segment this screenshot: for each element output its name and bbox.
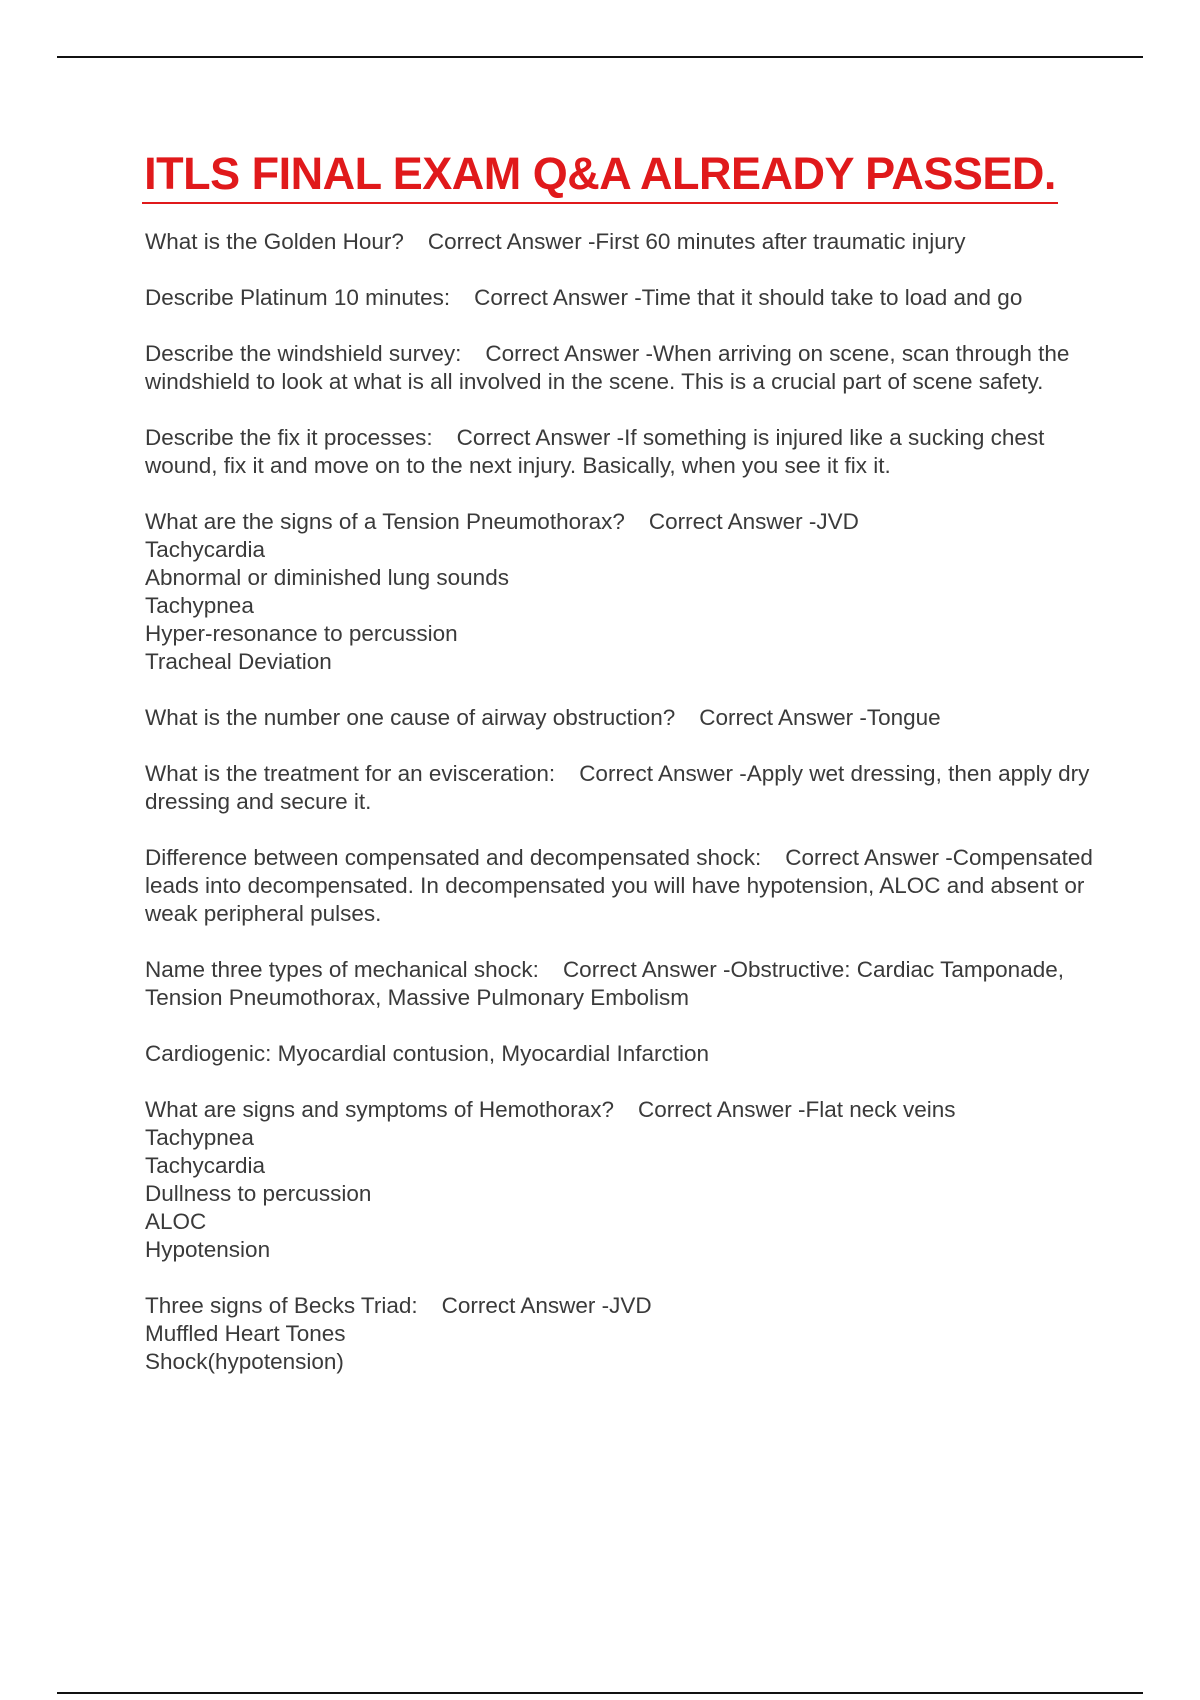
answer-text: Correct Answer -Apply wet dressing, then apply dry dressing and secure it. bbox=[145, 761, 1096, 814]
question-text: Difference between compensated and decompensated shock: bbox=[145, 845, 762, 870]
bottom-rule bbox=[57, 1692, 1143, 1694]
answer-line: Hypotension bbox=[145, 1237, 271, 1262]
answer-line: Tachycardia bbox=[145, 537, 266, 562]
qa-item bbox=[145, 424, 1095, 480]
answer-line: Tracheal Deviation bbox=[145, 649, 332, 674]
question-text: What is the Golden Hour? bbox=[145, 229, 404, 254]
question-answer-line bbox=[145, 340, 1095, 396]
answer-line: Cardiogenic: Myocardial contusion, Myocardial Infarction bbox=[145, 1041, 710, 1066]
answer-text: Correct Answer -Time that it should take to load and go bbox=[474, 285, 1023, 310]
qa-item bbox=[145, 284, 1095, 312]
answer-line: Hyper-resonance to percussion bbox=[145, 621, 458, 646]
qa-item bbox=[145, 844, 1100, 928]
qa-item bbox=[145, 1040, 1095, 1068]
qa-item bbox=[145, 340, 1095, 396]
answer-text: Correct Answer -When arriving on scene, scan through the windshield to look at what is all involved in the scene. This is a crucial part of scene safety. bbox=[145, 341, 1076, 394]
question-text: What are signs and symptoms of Hemothorax? bbox=[145, 1097, 614, 1122]
question-answer-line bbox=[145, 704, 1095, 732]
answer-line: ALOC bbox=[145, 1209, 207, 1234]
answer-line: Tachypnea bbox=[145, 1125, 254, 1150]
question-text: Three signs of Becks Triad: bbox=[145, 1293, 418, 1318]
qa-item bbox=[145, 508, 1095, 676]
question-text: What are the signs of a Tension Pneumothorax? bbox=[145, 509, 625, 534]
question-answer-line bbox=[145, 424, 1095, 480]
question-text: What is the number one cause of airway obstruction? bbox=[145, 705, 676, 730]
top-rule bbox=[57, 56, 1143, 58]
qa-item bbox=[145, 956, 1095, 1012]
question-answer-line bbox=[145, 1292, 1095, 1320]
qa-item bbox=[145, 760, 1095, 816]
qa-item bbox=[145, 1096, 1095, 1264]
question-text: What is the treatment for an evisceration: bbox=[145, 761, 556, 786]
answer-text: Correct Answer -Tongue bbox=[699, 705, 941, 730]
answer-text: Correct Answer -JVD bbox=[441, 1293, 652, 1318]
question-text: Describe the fix it processes: bbox=[145, 425, 433, 450]
question-answer-line bbox=[145, 956, 1095, 1012]
answer-text: Correct Answer -If something is injured like a sucking chest wound, fix it and move on to the next injury. Basically, when you see it fix it. bbox=[145, 425, 1051, 478]
document-title: ITLS FINAL EXAM Q&A ALREADY PASSED. bbox=[142, 148, 1058, 204]
answer-line: Abnormal or diminished lung sounds bbox=[145, 565, 509, 590]
qa-list bbox=[145, 228, 1100, 1404]
document-title-wrap bbox=[0, 148, 1200, 204]
question-answer-line bbox=[145, 228, 1095, 256]
question-text: Describe the windshield survey: bbox=[145, 341, 462, 366]
answer-line: Muffled Heart Tones bbox=[145, 1321, 346, 1346]
answer-text: Correct Answer -Obstructive: Cardiac Tamponade, Tension Pneumothorax, Massive Pulmonary Embolism bbox=[145, 957, 1070, 1010]
question-answer-line bbox=[145, 508, 1095, 536]
qa-item bbox=[145, 1292, 1095, 1376]
question-answer-line bbox=[145, 1096, 1095, 1124]
answer-line: Shock(hypotension) bbox=[145, 1349, 344, 1374]
answer-line: Tachycardia bbox=[145, 1153, 266, 1178]
qa-item bbox=[145, 228, 1095, 256]
answer-text: Correct Answer -Compensated leads into decompensated. In decompensated you will have hypotension, ALOC and absent or weak peripheral pulses. bbox=[145, 845, 1100, 926]
question-answer-line bbox=[145, 760, 1095, 816]
answer-line: Tachypnea bbox=[145, 593, 254, 618]
question-answer-line bbox=[145, 284, 1095, 312]
question-text: Describe Platinum 10 minutes: bbox=[145, 285, 451, 310]
answer-text: Correct Answer -First 60 minutes after traumatic injury bbox=[427, 229, 966, 254]
answer-text: Correct Answer -Flat neck veins bbox=[637, 1097, 956, 1122]
question-answer-line bbox=[145, 844, 1100, 928]
question-text: Name three types of mechanical shock: bbox=[145, 957, 539, 982]
qa-item bbox=[145, 704, 1095, 732]
answer-line: Dullness to percussion bbox=[145, 1181, 372, 1206]
answer-text: Correct Answer -JVD bbox=[648, 509, 859, 534]
